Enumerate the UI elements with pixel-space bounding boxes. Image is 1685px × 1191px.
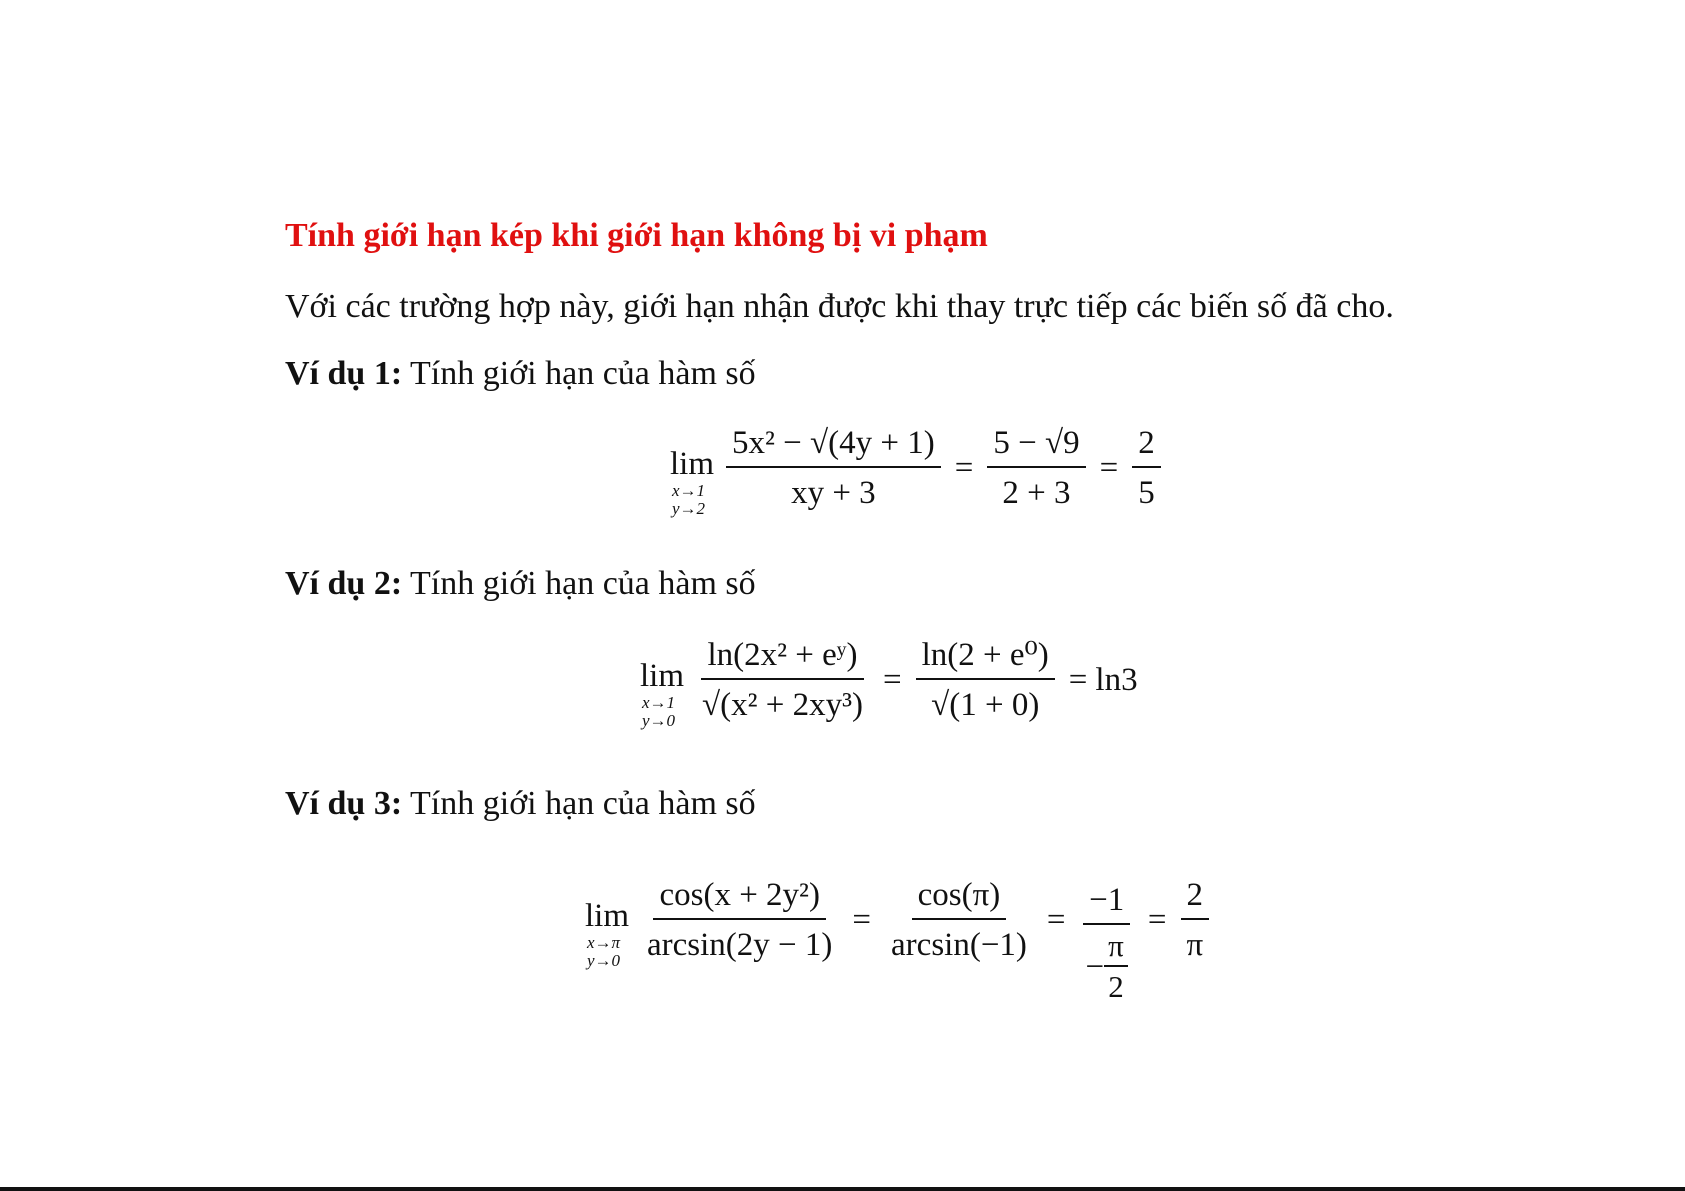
denominator: π xyxy=(1186,927,1204,963)
negative-pi-over-two xyxy=(1086,927,1128,1007)
example-1-label: Ví dụ 1: xyxy=(285,355,403,392)
lim-sub-y: y→0 xyxy=(587,951,621,970)
pi-over-two xyxy=(1104,927,1128,1007)
example-1-text: Tính giới hạn của hàm số xyxy=(402,355,756,392)
numerator: cos(x + 2y²) xyxy=(653,872,825,920)
fraction-substituted xyxy=(916,632,1055,728)
lim-sub-x: x→1 xyxy=(672,481,706,500)
denominator: arcsin(−1) xyxy=(891,927,1027,963)
example-3-text: Tính giới hạn của hàm số xyxy=(402,785,756,822)
example-1-statement xyxy=(285,355,756,393)
lim-word: lim xyxy=(585,898,630,934)
example-2-formula xyxy=(640,632,1138,728)
lim-sub-y: y→0 xyxy=(642,711,676,730)
example-3-label: Ví dụ 3: xyxy=(285,785,403,822)
numerator: −1 xyxy=(1083,877,1130,925)
fraction-expression xyxy=(696,632,869,728)
fraction-substituted xyxy=(885,872,1033,968)
numerator: 5x² − √(4y + 1) xyxy=(726,420,941,468)
equals-sign: = xyxy=(954,449,974,486)
lim-word: lim xyxy=(640,658,685,694)
equals-sign: = xyxy=(1147,901,1167,938)
example-2-statement xyxy=(285,565,756,603)
example-2-label: Ví dụ 2: xyxy=(285,565,403,602)
denominator xyxy=(1080,925,1134,1007)
numerator: ln(2 + e⁰) xyxy=(916,632,1055,680)
example-3-statement xyxy=(285,785,756,823)
denominator: arcsin(2y − 1) xyxy=(647,927,833,963)
numerator: 5 − √9 xyxy=(987,420,1085,468)
limit-operator xyxy=(585,898,629,970)
numerator: 2 xyxy=(1132,420,1161,468)
limit-operator xyxy=(640,658,684,730)
fraction-evaluated xyxy=(1080,877,1134,1007)
denominator: xy + 3 xyxy=(791,475,876,511)
numerator: 2 xyxy=(1181,872,1210,920)
equals-sign: = xyxy=(883,661,902,698)
fraction-substituted xyxy=(987,420,1085,516)
example-2-text: Tính giới hạn của hàm số xyxy=(402,565,756,602)
result-value: ln3 xyxy=(1095,661,1138,698)
equals-sign: = xyxy=(1099,449,1119,486)
lim-sub-x: x→1 xyxy=(642,693,676,712)
fraction-result xyxy=(1180,872,1209,968)
denominator: √(x² + 2xy³) xyxy=(702,687,864,723)
numerator: cos(π) xyxy=(912,872,1007,920)
equals-sign: = xyxy=(1068,661,1088,698)
lim-sub-y: y→2 xyxy=(672,499,706,518)
intro-paragraph: Với các trường hợp này, giới hạn nhận được khi thay trực tiếp các biến số đã cho. xyxy=(285,288,1394,325)
equals-sign: = xyxy=(852,901,872,938)
denominator: 2 xyxy=(1108,969,1124,1004)
denominator: √(1 + 0) xyxy=(931,687,1040,723)
lim-sub-x: x→π xyxy=(587,933,621,952)
fraction-result xyxy=(1132,420,1161,516)
fraction-expression xyxy=(641,872,838,968)
numerator: ln(2x² + eʸ) xyxy=(701,632,863,680)
example-3-formula xyxy=(585,855,1215,1004)
fraction-expression xyxy=(726,420,941,516)
limit-operator xyxy=(670,446,714,518)
denominator: 5 xyxy=(1138,475,1155,511)
minus-sign: − xyxy=(1085,949,1105,985)
section-heading: Tính giới hạn kép khi giới hạn không bị vi phạm xyxy=(285,217,988,254)
example-1-formula xyxy=(670,420,1167,516)
lim-word: lim xyxy=(670,446,715,482)
denominator: 2 + 3 xyxy=(1002,475,1071,511)
equals-sign: = xyxy=(1046,901,1066,938)
bottom-border-line xyxy=(0,1187,1685,1191)
numerator: π xyxy=(1104,927,1128,967)
